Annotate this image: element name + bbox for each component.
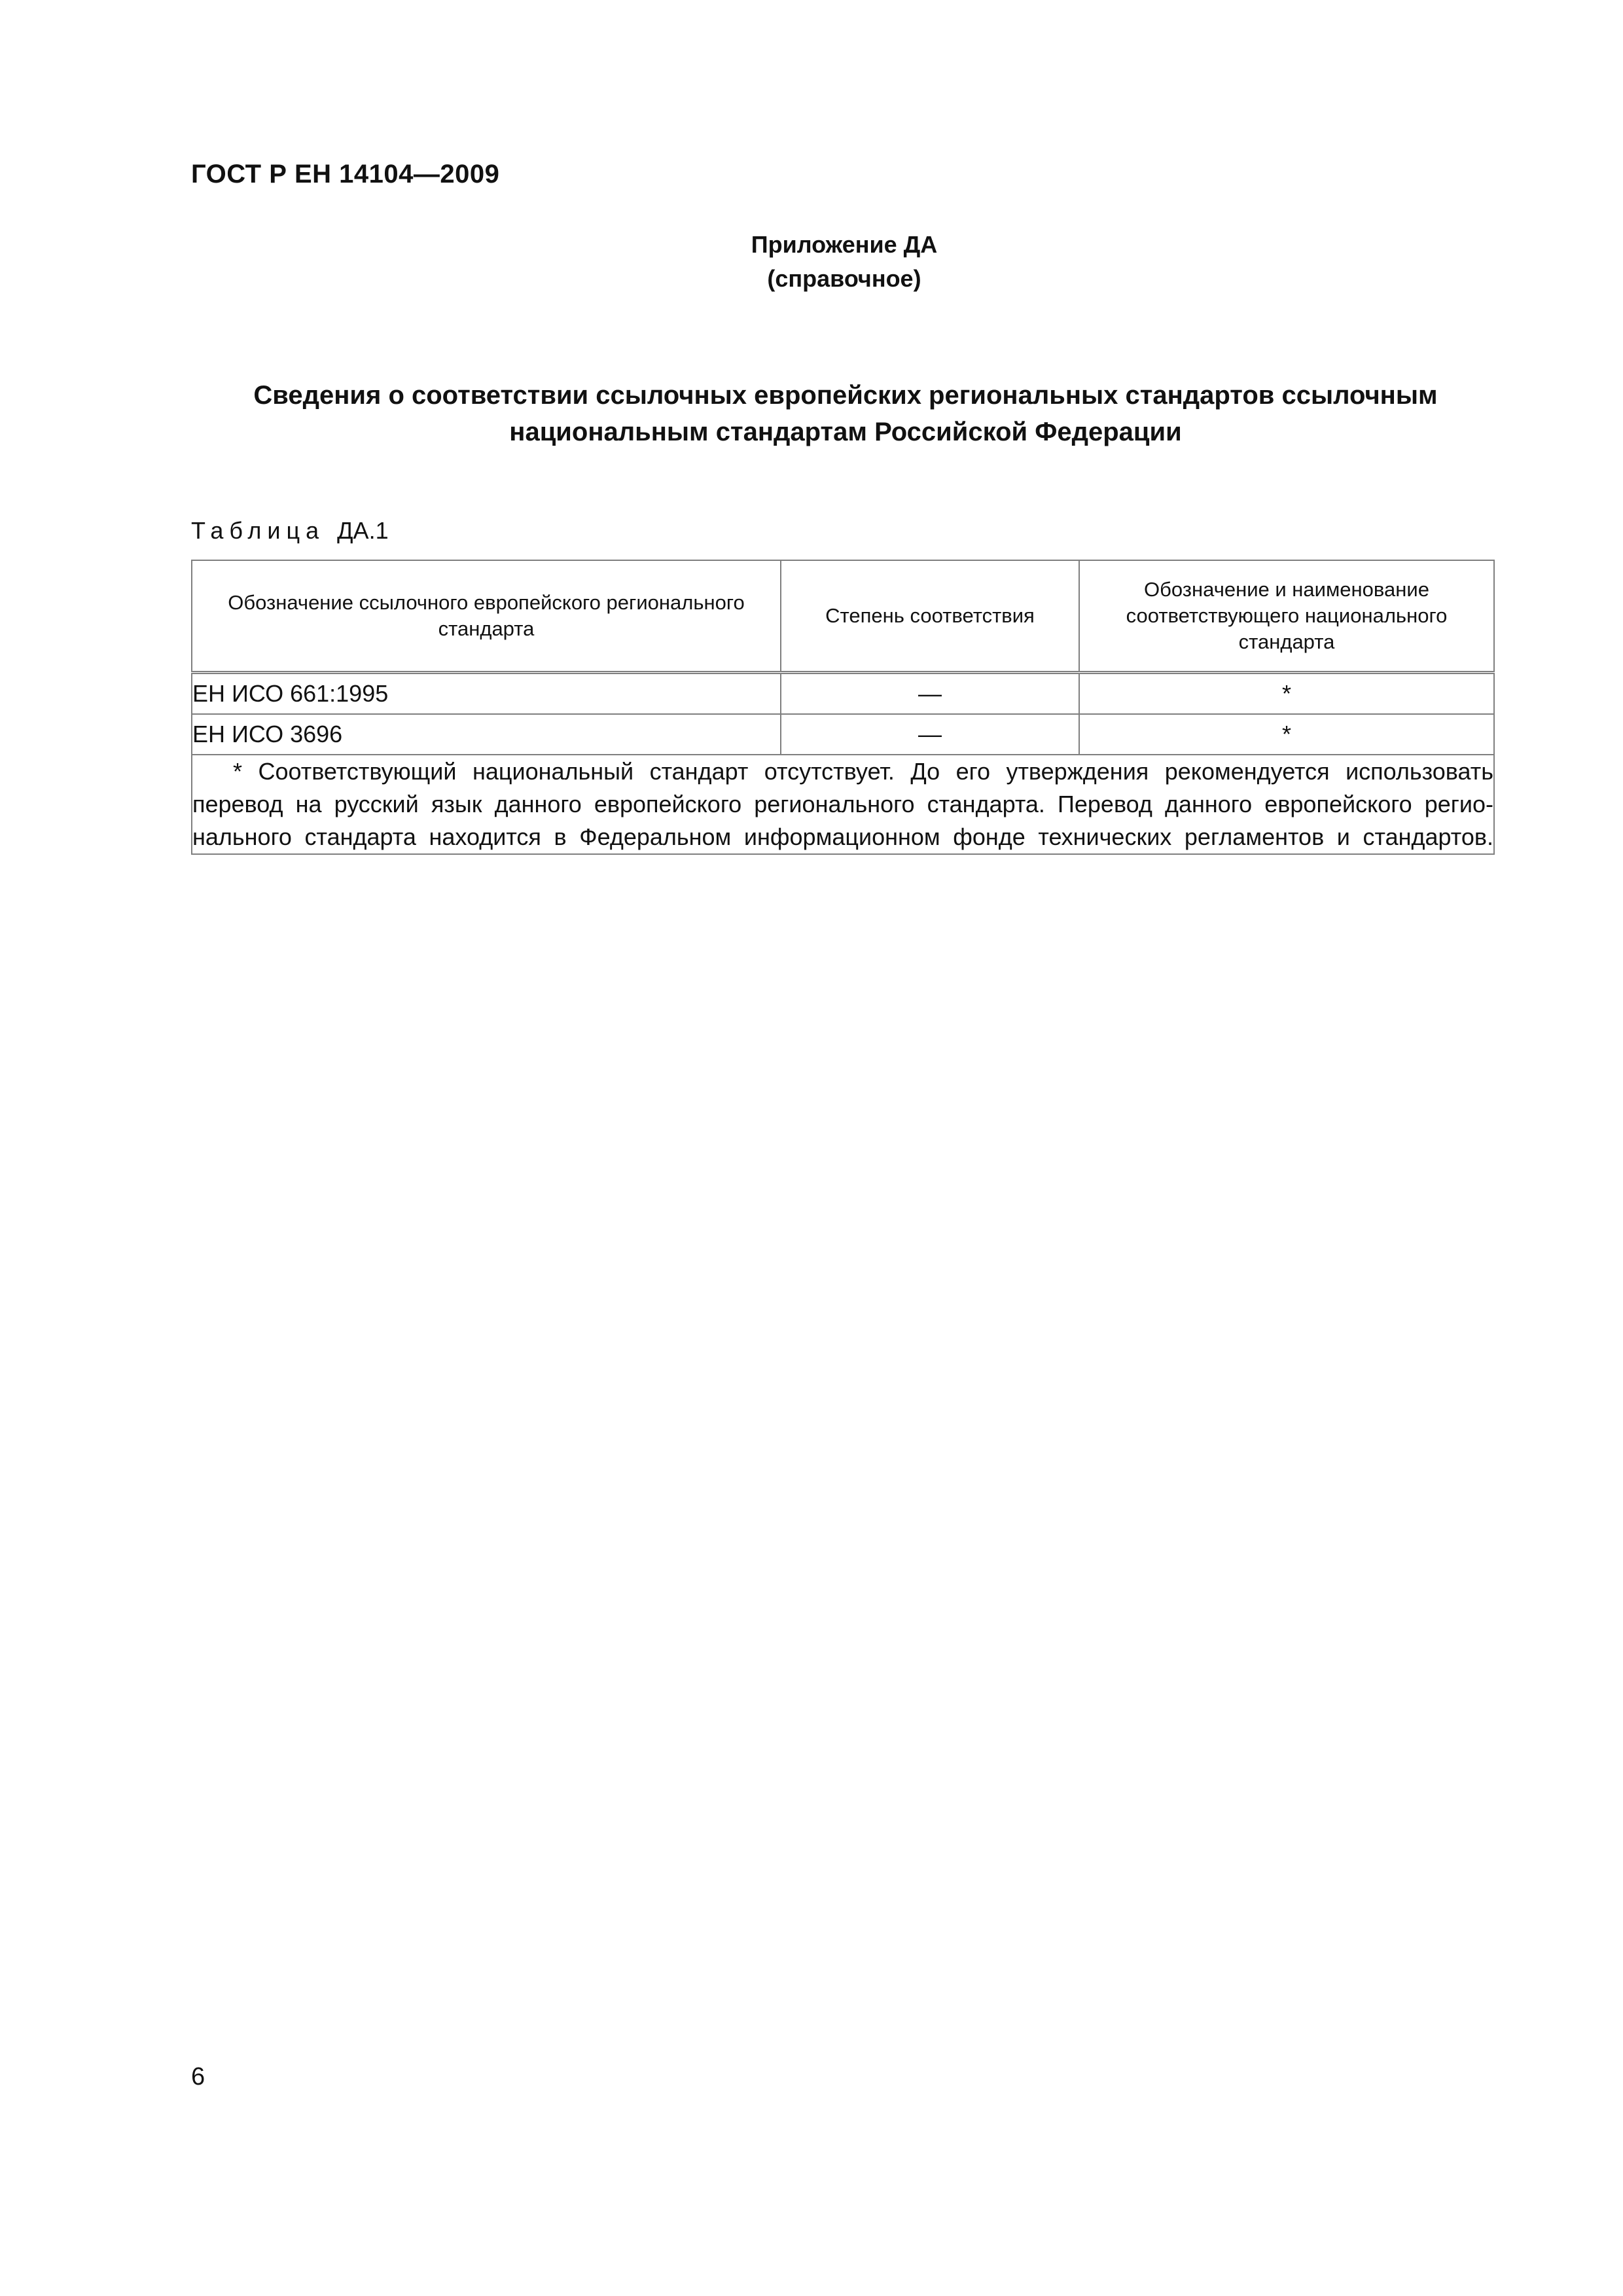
- table-cell-national: *: [1079, 714, 1494, 755]
- column-header: Обозначение и наименование соответствующего национального стандарта: [1079, 560, 1494, 673]
- table-cell-standard: ЕН ИСО 3696: [192, 714, 781, 755]
- annex-title: Приложение ДА: [751, 231, 938, 258]
- table-cell-standard: ЕН ИСО 661:1995: [192, 673, 781, 715]
- footnote-line: нального стандарта находится в Федеральном информационном фонде технических регламентов и стандартов.: [192, 823, 1493, 850]
- table-cell-degree: —: [781, 673, 1079, 715]
- table-row: [192, 714, 1494, 755]
- page-number: 6: [191, 2063, 205, 2090]
- footnote-line: перевод на русский язык данного европейского регионального стандарта. Перевод данного европейского регио-: [192, 791, 1493, 817]
- annex-heading: [191, 377, 1500, 450]
- table-header-row: [192, 560, 1494, 673]
- table-caption-word: Таблица: [191, 517, 325, 544]
- footnote-line: * Соответствующий национальный стандарт отсутствует. До его утверждения рекомендуется использовать: [233, 758, 1493, 785]
- table-footnote: [192, 755, 1494, 854]
- table-caption: [191, 517, 389, 545]
- table-cell-degree: —: [781, 714, 1079, 755]
- table-row: [192, 673, 1494, 715]
- table-cell-national: *: [1079, 673, 1494, 715]
- column-header: Степень соответствия: [781, 560, 1079, 673]
- annex-heading-line: Сведения о соответствии ссылочных европейских региональных стандартов ссылочным: [253, 381, 1438, 410]
- column-header: Обозначение ссылочного европейского регионального стандарта: [192, 560, 781, 673]
- annex-heading-line: национальным стандартам Российской Федерации: [509, 418, 1182, 446]
- correspondence-table: [191, 560, 1495, 855]
- annex-kind: (справочное): [767, 265, 921, 292]
- document-designation: ГОСТ Р ЕН 14104—2009: [191, 160, 500, 188]
- table-caption-number: ДА.1: [337, 517, 389, 544]
- table-note-row: [192, 755, 1494, 854]
